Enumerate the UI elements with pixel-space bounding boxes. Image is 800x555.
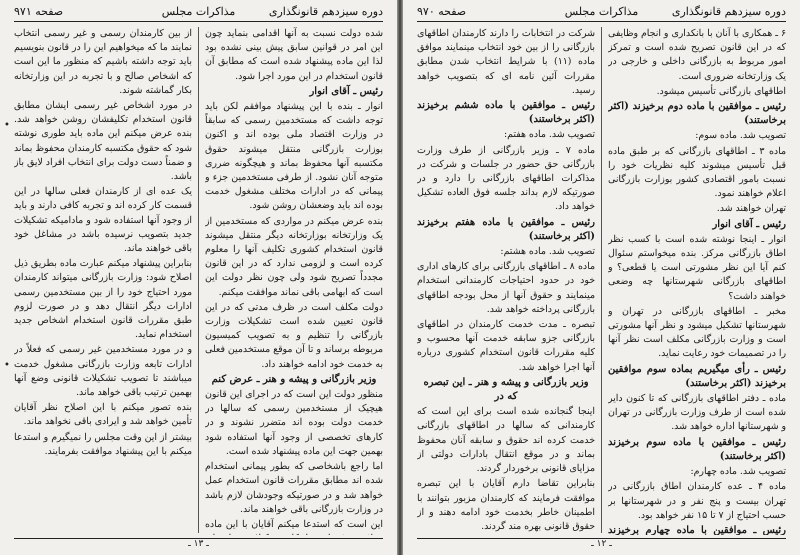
speaker-line: رئیس ـ آقای انوار bbox=[309, 85, 383, 97]
right-header-page-label: صفحه ۹۷۰ bbox=[417, 5, 467, 18]
right-page-footer: ـ ۱۲ ـ bbox=[417, 538, 786, 551]
paragraph: انوار ـ اینجا نوشته شده است با کسب نظر اطاق بازرگانی مرکز. بنده میخواستم سئوال کنم آیا این نظر مشورتی است یا قطعی؟ و اطاقهای بازرگانی شهرستانها چه وضعی خواهند داشت؟ bbox=[608, 233, 786, 302]
paragraph: ماده ۷ ـ وزیر بازرگانی از طرف وزارت بازرگانی حق حضور در جلسات و شرکت در مذاکرات اطاقهای بازرگانی را دارد و در صورتیکه لازم بداند جلسه فوق العاده تشکیل خواهد داد. bbox=[417, 144, 595, 213]
paragraph: تبصره ـ مدت خدمت کارمندان در اطاقهای بازرگانی جزو سابقه خدمت آنها محسوب و کلیه مقررات قانون استخدام کشوری درباره آنها اجرا خواهد شد. bbox=[417, 319, 595, 373]
paragraph: تصویب شد. ماده هشتم: bbox=[500, 246, 595, 258]
margin-mark-icon: • bbox=[4, 120, 10, 131]
paragraph: مخبر ـ اطاقهای بازرگانی در تهران و شهرستانها تشکیل میشود و نظر آنها مشورتی است و وزارت بازرگانی مکلف است نظر آنها را در تصمیمات خود رعایت نماید. bbox=[608, 305, 786, 360]
paragraph: بیشتر از این وقت مجلس را نمیگیرم و استدعا میکنم با این پیشنهاد موافقت بفرمایند. bbox=[14, 431, 192, 457]
paragraph: بنده عرض میکنم در مواردی که مستخدمین از یک وزارتخانه بوزارتخانه دیگر منتقل میشوند قانون استخدام کشوری تکلیف آنها را معلوم کرده است و لزومی ندارد که در این قانون مجدداً تصریح شود ولی چون نظر دولت این است که ابهامی باقی نماند موافقت میکنم. bbox=[205, 215, 383, 298]
paragraph: ماده ۴ ـ عده کارمندان اطاق بازرگانی در تهران بیست و پنج نفر و در شهرستانها بر حسب احتیاج از ۷ تا ۱۵ نفر خواهد بود. bbox=[608, 481, 786, 521]
paragraph: تصویب شد. ماده هفتم: bbox=[504, 129, 595, 141]
left-page-column-rule bbox=[198, 27, 199, 533]
paragraph: منظور دولت این است که در اجرای این قانون هیچیک از مستخدمین رسمی که سالها در خدمت دولت بوده اند متضرر نشوند و در کارهای تخصصی از وجود آنها استفاده شود بهمین جهت این ماده پیشنهاد شده است. bbox=[205, 389, 383, 457]
speaker-line: رئیس ـ موافقین با ماده هفتم برخیزند (اکثر برخاستند) bbox=[417, 216, 595, 242]
right-page-column-left bbox=[417, 27, 595, 535]
speaker-line: رئیس ـ رأی میگیریم بماده سوم موافقین برخیزند (اکثر برخاستند) bbox=[608, 363, 786, 389]
paragraph: تصویب شد. ماده سوم: bbox=[695, 130, 786, 142]
speaker-line: رئیس ـ موافقین با ماده چهارم برخیزند bbox=[608, 524, 786, 535]
section-heading: وزیر بازرگانی و پیشه و هنر ـ این تبصره که در bbox=[423, 376, 589, 403]
paragraph: تصویب شد. ماده چهارم: bbox=[690, 466, 786, 478]
speaker-line: رئیس ـ موافقین با ماده ششم برخیزند (اکثر برخاستند) bbox=[417, 100, 595, 126]
left-header-page-label: صفحه ۹۷۱ bbox=[14, 5, 64, 18]
left-page-column-right bbox=[205, 27, 383, 535]
left-header-title: مذاکرات مجلس bbox=[161, 5, 236, 18]
right-page-column-rule bbox=[601, 27, 602, 533]
paragraph: شرکت در انتخابات را دارند کارمندان اطاقهای بازرگانی را از بین خود انتخاب مینمایند موافق ماده (۱۱) با شرایط انتخاب شدن مطابق مقررات آئین نامه ای که بتصویب خواهد رسید. bbox=[417, 28, 595, 96]
left-page-column-left bbox=[14, 27, 192, 535]
paragraph: شده دولت نسبت به آنها اقدامی بنماید چون این امر در قوانین سابق پیش بینی نشده بود لذا این ماده پیشنهاد شده است که مطابق آن قانون استخدام در این مورد اجرا شود. bbox=[205, 28, 383, 82]
left-page-header bbox=[14, 5, 383, 22]
left-page-footer: ـ ۱۳ ـ bbox=[14, 538, 383, 551]
right-page-header bbox=[417, 5, 786, 22]
paragraph: دولت مکلف است در ظرف مدتی که در این قانون تعیین شده است تشکیلات وزارت بازرگانی را تنظیم و به تصویب کمیسیون مربوطه برساند و تا آن موقع مستخدمین فعلی به خدمت خود ادامه خواهند داد. bbox=[205, 301, 383, 370]
paragraph: انوار ـ بنده با این پیشنهاد موافقم لکن باید توجه داشت که مستخدمین رسمی که سابقاً در وزارت اقتصاد ملی بوده اند و اکنون بوزارت بازرگانی منتقل میشوند حقوق مکتسبه آنها محفوظ بماند و هیچگونه ضرری متوجه آنان نشود. از طرفی مستخدمین جزء و پیمانی که در ادارات مختلف مشغول خدمت بوده اند باید وضعشان روشن شود. bbox=[205, 101, 383, 212]
paragraph: اما راجع باشخاصی که بطور پیمانی استخدام شده اند مطابق مقررات قانون استخدام عمل خواهد شد و در صورتیکه وجودشان لازم باشد در وزارت بازرگانی باقی خواهند ماند. bbox=[205, 461, 383, 515]
right-header-session: دوره سیزدهم قانونگذاری bbox=[671, 5, 786, 18]
paragraph: و در مورد مستخدمین غیر رسمی که فعلاً در ادارات تابعه وزارت بازرگانی مشغول خدمت میباشند تا تصویب تشکیلات قانونی وضع آنها بهمین ترتیب باقی خواهد ماند. bbox=[14, 344, 192, 399]
paragraph: اینجا گنجانده شده است برای این است که کارمندانی که سالها در اطاقهای بازرگانی خدمت کرده اند حقوق و سابقه آنان محفوظ بماند و در موقع انتقال بادارات دولتی از مزایای قانونی برخوردار گردند. bbox=[417, 406, 595, 475]
speaker-line: رئیس ـ موافقین با ماده سوم برخیزند (اکثر برخاستند) bbox=[608, 436, 786, 462]
paragraph: ماده ۳ ـ اطاقهای بازرگانی که بر طبق ماده قبل تأسیس میشوند کلیه نظریات خود را نسبت بامور اقتصادی کشور بوزارت بازرگانی اعلام خواهند نمود. bbox=[608, 145, 786, 200]
paragraph: ماده ـ دفتر اطاقهای بازرگانی که تا کنون دایر شده است از طرف وزارت بازرگانی در تهران و شهرستانها اداره خواهد شد. bbox=[608, 393, 786, 433]
paragraph: ماده ۸ ـ اطاقهای بازرگانی برای کارهای اداری خود در حدود احتیاجات کارمندانی استخدام مینمایند و حقوق آنها از محل بودجه اطاقهای بازرگانی پرداخته خواهد شد. bbox=[417, 261, 595, 315]
speaker-line: رئیس ـ آقای انوار bbox=[712, 218, 786, 230]
paragraph: بنابراین تقاضا دارم آقایان با این تبصره موافقت فرمایند که کارمندان مزبور بتوانند با اطمینان خاطر بخدمت خود ادامه دهند و از حقوق قانونی بهره مند گردند. bbox=[417, 478, 595, 532]
paragraph: از بین کارمندان رسمی و غیر رسمی انتخاب نمایند ما که میخواهیم این را در قانون بنویسیم باید توجه داشته باشیم که منظور ما این است که اشخاص صالح و با تجربه در این وزارتخانه بکار گماشته شوند. bbox=[14, 28, 192, 96]
paragraph: تهران خواهند شد. bbox=[716, 203, 786, 215]
paragraph: یک عده ای از کارمندان فعلی سالها در این قسمت کار کرده اند و تجربه کافی دارند و باید از وجود آنها استفاده شود و مادامیکه تشکیلات جدید بتصویب نرسیده باشد در مشاغل خود باقی خواهند ماند. bbox=[14, 186, 192, 255]
right-page-column-right bbox=[608, 27, 786, 535]
right-header-title: مذاکرات مجلس bbox=[564, 5, 639, 18]
paragraph: این است که استدعا میکنم آقایان با این ماده bbox=[205, 518, 383, 530]
paragraph: اطاقهای بازرگانی تأسیس میشود. bbox=[656, 85, 786, 97]
paragraph: بنده تصور میکنم با این اصلاح نظر آقایان تأمین خواهد شد و ایرادی باقی نخواهد ماند. bbox=[14, 402, 192, 428]
section-heading: وزیر بازرگانی و پیشه و هنر ـ عرض کنم bbox=[211, 373, 377, 385]
margin-mark-icon: • bbox=[4, 360, 10, 371]
left-header-session: دوره سیزدهم قانونگذاری bbox=[268, 5, 383, 18]
right-page bbox=[403, 0, 800, 555]
paragraph: در مورد اشخاص غیر رسمی ایشان مطابق قانون استخدام تکلیفشان روشن خواهد شد. بنده عرض میکنم این ماده باید طوری نوشته شود که حقوق مکتسبه کارمندان محفوظ بماند و ضمناً دست دولت برای انتخاب افراد لایق باز باشد. bbox=[14, 100, 192, 183]
left-page bbox=[0, 0, 397, 555]
speaker-line: رئیس ـ موافقین با ماده دوم برخیزند (اکثر برخاستند) bbox=[608, 101, 786, 127]
paragraph: ۶ ـ همکاری با آنان با بانکداری و انجام وظایفی که در این قانون تصریح شده است و تمرکز امور مربوط به بازرگانی داخلی و خارجی در یک وزارتخانه ضروری است. bbox=[608, 28, 786, 82]
paragraph: بنابراین پیشنهاد میکنم عبارت ماده بطریق ذیل اصلاح شود: وزارت بازرگانی میتواند کارمندان مورد احتیاج خود را از بین مستخدمین رسمی ادارات دیگر انتقال دهد و در صورت لزوم طبق مقررات قانون استخدام اشخاص جدید استخدام نماید. bbox=[14, 258, 192, 341]
